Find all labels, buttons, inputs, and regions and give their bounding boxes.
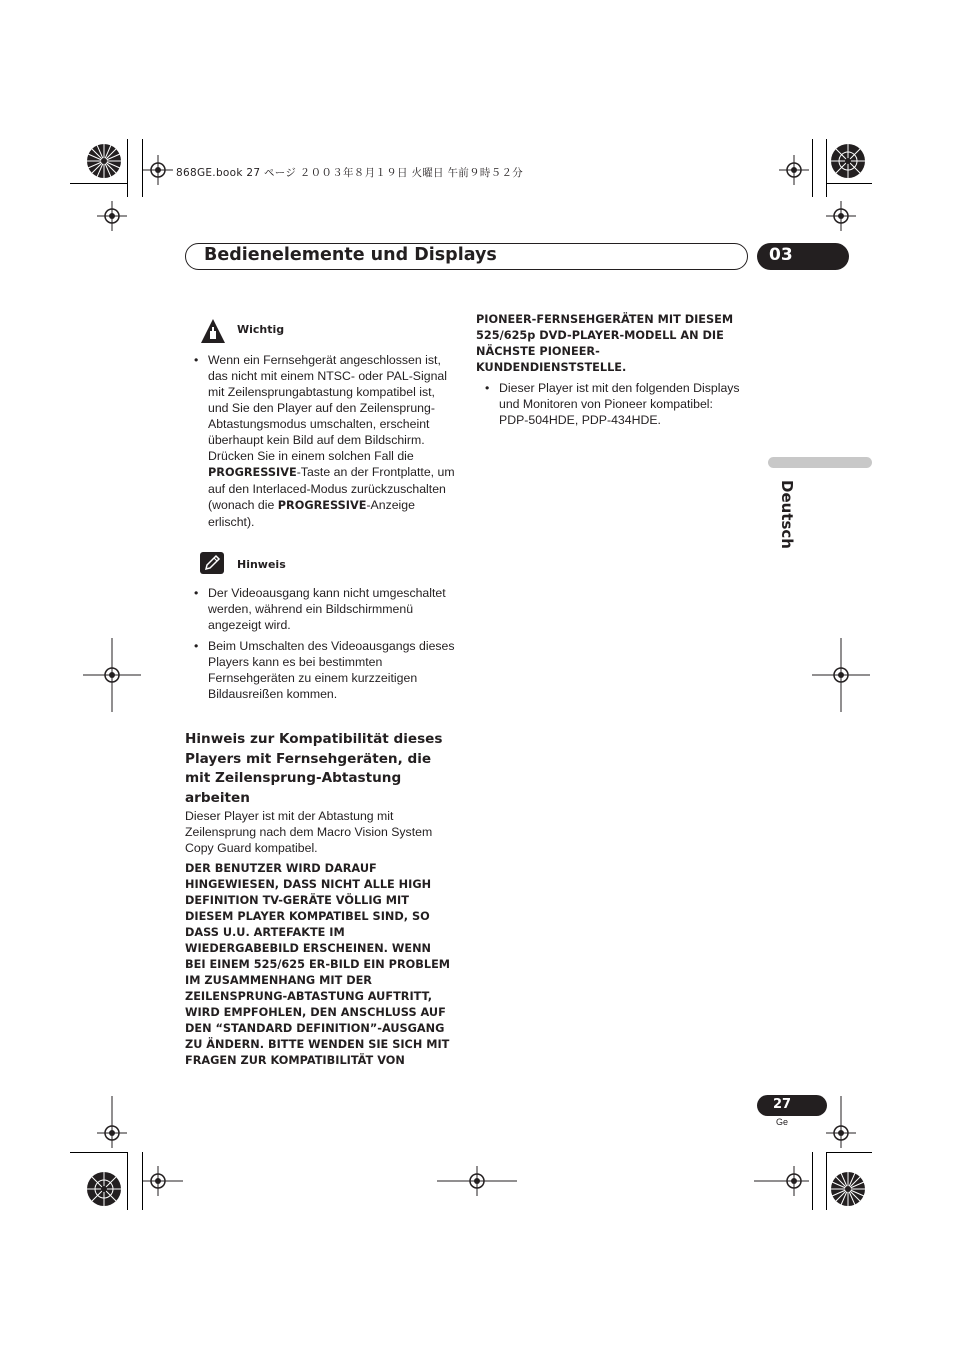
section-header [185, 243, 748, 270]
important-note [185, 316, 455, 346]
compatibility-heading: Hinweis zur Kompatibilität dieses Players mit Fernsehgeräten, die mit Zeilensprung-Abtastung arbeiten [185, 731, 443, 806]
chapter-badge [757, 243, 849, 270]
important-item [185, 352, 455, 530]
crosshair-mark-icon [826, 201, 856, 231]
book-info-slug: 868GE.book 27 ページ ２００３年８月１９日 火曜日 午前９時５２分 [176, 167, 524, 179]
hint-item: • Beim Umschalten des Videoausgangs dieses Players kann es bei bestimmten Fernsehgeräten zu einem kurzzeitigen Bildausreißen kommen. [185, 638, 455, 702]
hint-item: • Der Videoausgang kann nicht umgeschaltet werden, während ein Bildschirmmenü angezeigt wird. [185, 585, 455, 633]
chapter-number: 03 [769, 245, 793, 265]
hint-note [185, 550, 455, 578]
left-column [185, 316, 455, 1069]
pencil-note-icon [200, 552, 224, 574]
crosshair-mark-icon [826, 660, 856, 690]
warning-hand-icon [200, 318, 226, 344]
crosshair-mark-icon [826, 1118, 856, 1148]
registration-target-icon [830, 143, 866, 179]
compatibility-notice: DER BENUTZER WIRD DARAUF HINGEWIESEN, DASS NICHT ALLE HIGH DEFINITION TV-GERÄTE VÖLLIG MIT DIESEM PLAYER KOMPATIBEL SIND, SO DASS U.U. ARTEFAKTE IM WIEDERGABEBILD ERSCHEINEN. WENN BEI EINEM 525/625 ER-BILD EIN PROBLEM IM ZUSAMMENHANG MIT DER ZEILENSPRUNG-ABTASTUNG AUFTRITT, WIRD EMPFOHLEN, DEN ANSCHLUSS AUF DEN “STANDARD DEFINITION”-AUSGANG ZU ÄNDERN. BITTE WENDEN SIE SICH MIT FRAGEN ZUR KOMPATIBILITÄT VON [185, 862, 451, 1067]
registration-target-icon [86, 1171, 122, 1207]
compatible-displays-text: Dieser Player ist mit den folgenden Displays und Monitoren von Pioneer kompatibel: [499, 381, 740, 411]
important-text: Wenn ein Fernsehgerät angeschlossen ist, das nicht mit einem NTSC- oder PAL-Signal mit Zeilensprungabtastung kompatibel ist, und Sie den Player auf den Zeilensprung-Abtastungsmodus umschalten, erscheint überhaupt kein Bild auf dem Bildschirm. Drücken Sie in einem solchen Fall die [208, 353, 447, 463]
compatibility-body: Dieser Player ist mit der Abtastung mit Zeilensprung nach dem Macro Vision System Copy Guard kompatibel. [185, 809, 433, 855]
compatible-models: PDP-504HDE, PDP-434HDE. [499, 413, 661, 427]
page-number: 27 [773, 1097, 792, 1112]
progressive-key: PROGRESSIVE [208, 466, 297, 479]
crosshair-mark-icon [97, 660, 127, 690]
registration-target-icon [86, 143, 122, 179]
crosshair-mark-icon [779, 1166, 809, 1196]
compatibility-notice-continued: PIONEER-FERNSEHGERÄTEN MIT DIESEM 525/625p DVD-PLAYER-MODELL AN DIE NÄCHSTE PIONEER-KUNDENDIENSTSTELLE. [476, 313, 734, 374]
crosshair-mark-icon [462, 1166, 492, 1196]
page-language-code: Ge [776, 1117, 789, 1127]
crosshair-mark-icon [143, 155, 173, 185]
crosshair-mark-icon [143, 1166, 173, 1196]
progressive-indicator: PROGRESSIVE [277, 499, 367, 512]
hint-label: Hinweis [237, 558, 286, 571]
important-text: -Taste an der Frontplatte, um auf den Interlaced-Modus zurückzuschalten (wonach die [208, 465, 455, 512]
registration-target-icon [830, 1171, 866, 1207]
important-label: Wichtig [237, 323, 285, 336]
crosshair-mark-icon [97, 1118, 127, 1148]
page-number-badge [757, 1095, 827, 1116]
crosshair-mark-icon [97, 201, 127, 231]
language-tab-label: Deutsch [778, 480, 796, 549]
right-column [476, 312, 746, 428]
language-tab-bar [768, 457, 872, 468]
important-text: -Anzeige erlischt). [208, 498, 415, 529]
compatible-displays-item [476, 380, 746, 428]
section-title: Bedienelemente und Displays [204, 245, 497, 265]
crosshair-mark-icon [779, 155, 809, 185]
